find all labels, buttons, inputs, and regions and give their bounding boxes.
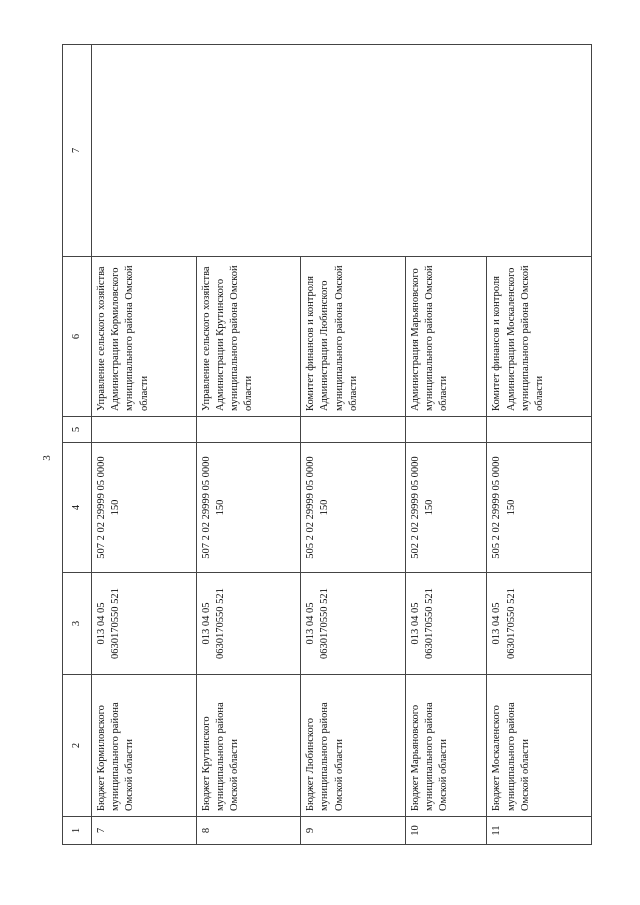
header-cell-3: 3 xyxy=(63,573,92,675)
budget-name: Бюджет Кормиловского муниципального района Омской области xyxy=(92,675,197,817)
revenue-code: 502 2 02 29999 05 0000 150 xyxy=(405,443,486,573)
budget-name: Бюджет Москаленского муниципального района Омской области xyxy=(487,675,592,817)
column-5-cell xyxy=(301,417,406,443)
row-number: 9 xyxy=(301,817,406,845)
budget-name: Бюджет Любинского муниципального района Омской области xyxy=(301,675,406,817)
header-cell-4: 4 xyxy=(63,443,92,573)
classification-code: 013 04 05 0630170550 521 xyxy=(92,573,197,675)
row-number: 8 xyxy=(196,817,301,845)
table-row xyxy=(92,45,197,845)
administrator-name: Управление сельского хозяйства Администрации Кормиловского муниципального района Омской области xyxy=(92,257,197,417)
classification-code: 013 04 05 0630170550 521 xyxy=(301,573,406,675)
header-cell-2: 2 xyxy=(63,675,92,817)
data-table xyxy=(62,44,592,845)
page-number: 3 xyxy=(40,455,53,461)
column-7-cell xyxy=(92,45,592,257)
column-5-cell xyxy=(487,417,592,443)
header-row xyxy=(63,45,92,845)
column-5-cell xyxy=(92,417,197,443)
classification-code: 013 04 05 0630170550 521 xyxy=(487,573,592,675)
administrator-name: Комитет финансов и контроля Администрации Любинского муниципального района Омской области xyxy=(301,257,406,417)
header-cell-1: 1 xyxy=(63,817,92,845)
classification-code: 013 04 05 0630170550 521 xyxy=(405,573,486,675)
administrator-name: Комитет финансов и контроля Администрации Москаленского муниципального района Омской области xyxy=(487,257,592,417)
row-number: 10 xyxy=(405,817,486,845)
budget-name: Бюджет Марьяновского муниципального района Омской области xyxy=(405,675,486,817)
administrator-name: Администрация Марьяновского муниципального района Омской области xyxy=(405,257,486,417)
classification-code: 013 04 05 0630170550 521 xyxy=(196,573,301,675)
header-cell-5: 5 xyxy=(63,417,92,443)
header-cell-6: 6 xyxy=(63,257,92,417)
header-cell-7: 7 xyxy=(63,45,92,257)
rotated-table-container xyxy=(62,45,592,845)
column-5-cell xyxy=(405,417,486,443)
column-5-cell xyxy=(196,417,301,443)
revenue-code: 507 2 02 29999 05 0000 150 xyxy=(92,443,197,573)
revenue-code: 507 2 02 29999 05 0000 150 xyxy=(196,443,301,573)
revenue-code: 505 2 02 29999 05 0000 150 xyxy=(487,443,592,573)
row-number: 11 xyxy=(487,817,592,845)
row-number: 7 xyxy=(92,817,197,845)
budget-name: Бюджет Крутинского муниципального района Омской области xyxy=(196,675,301,817)
revenue-code: 505 2 02 29999 05 0000 150 xyxy=(301,443,406,573)
administrator-name: Управление сельского хозяйства Администрации Крутинского муниципального района Омской области xyxy=(196,257,301,417)
